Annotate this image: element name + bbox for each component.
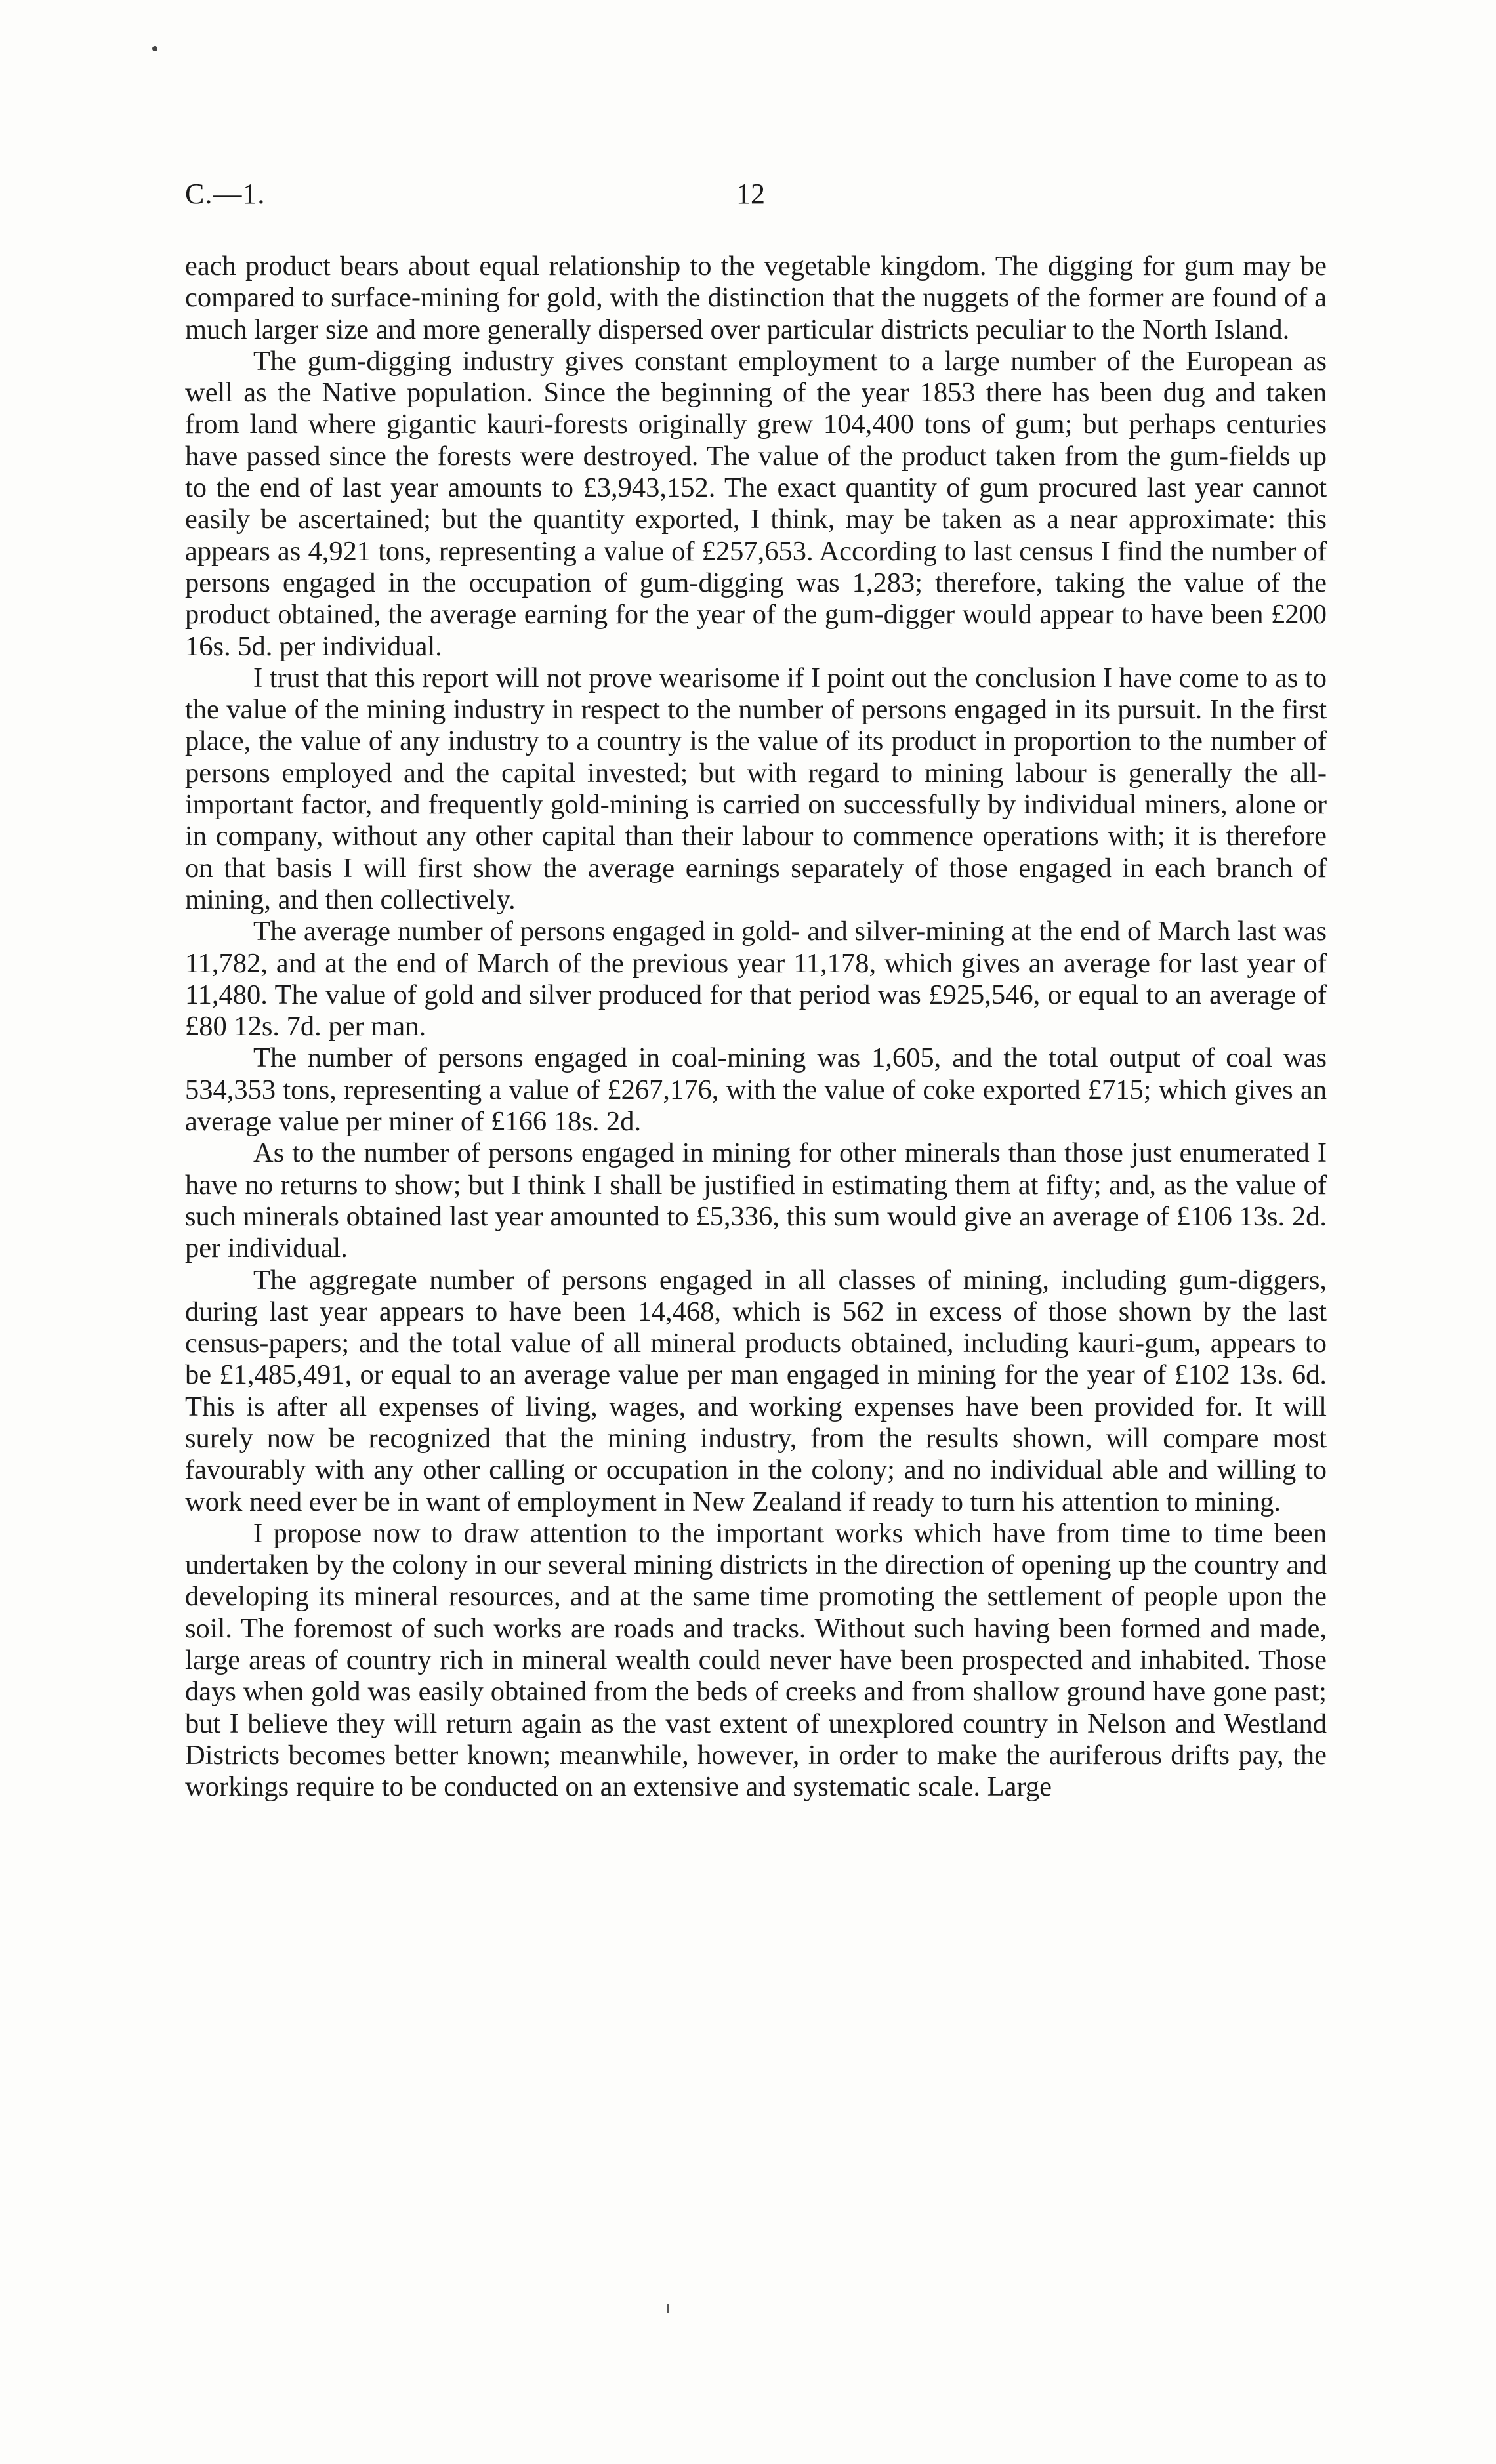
paragraph-aggregate: The aggregate number of persons engaged in all classes of mining, including gum-diggers, during last year appears to have been 14,468, which is 562 in excess of those shown by the last census-papers; and the total value of all mineral products obtained, including kauri-gum, appears to be £1,485,491, or equal to an average value per man engaged in mining for the year of £102 13s. 6d. This is after all expenses of living, wages, and working expenses have been provided for. It will surely now be recognized that the mining industry, from the results shown, will compare most favourably with any other calling or occupation in the colony; and no individual able and willing to work need ever be in want of employment in New Zealand if ready to turn his attention to mining. <box>185 1264 1327 1517</box>
page-header <box>185 177 1327 223</box>
page-number: 12 <box>736 178 765 210</box>
paragraph-coal-mining: The number of persons engaged in coal-mining was 1,605, and the total output of coal was 534,353 tons, representing a value of £267,176, with the value of coke exported £715; which gives an average value per miner of £166 18s. 2d. <box>185 1042 1327 1138</box>
scan-speck-mark <box>152 46 157 51</box>
paragraph-public-works: I propose now to draw attention to the important works which have from time to time been undertaken by the colony in our several mining districts in the direction of opening up the country and developing its mineral resources, and at the same time promoting the settlement of people upon the soil. The foremost of such works are roads and tracks. Without such having been formed and made, large areas of country rich in mineral wealth could never have been prospected and inhabited. Those days when gold was easily obtained from the beds of creeks and from shallow ground have gone past; but I believe they will return again as the vast extent of unexplored country in Nelson and Westland Districts becomes better known; meanwhile, however, in order to make the auriferous drifts pay, the workings require to be conducted on an extensive and systematic scale. Large <box>185 1517 1327 1803</box>
paragraph-gold-silver: The average number of persons engaged in gold- and silver-mining at the end of March last was 11,782, and at the end of March of the previous year 11,178, which gives an average for last year of 11,480. The value of gold and silver produced for that period was £925,546, or equal to an average of £80 12s. 7d. per man. <box>185 916 1327 1042</box>
paragraph-mining-value: I trust that this report will not prove wearisome if I point out the conclusion I have come to as to the value of the mining industry in respect to the number of persons engaged in its pursuit. In the first place, the value of any industry to a country is the value of its product in proportion to the number of persons employed and the capital invested; but with regard to mining labour is generally the all-important factor, and frequently gold-mining is carried on successfully by individual miners, alone or in company, without any other capital than their labour to commence operations with; it is therefore on that basis I will first show the average earnings separately of those engaged in each branch of mining, and then collectively. <box>185 662 1327 915</box>
body-text <box>185 251 1327 1803</box>
paragraph-other-minerals: As to the number of persons engaged in mining for other minerals than those just enumerated I have no returns to show; but I think I shall be justified in estimating them at fifty; and, as the value of such minerals obtained last year amounted to £5,336, this sum would give an average of £106 13s. 2d. per individual. <box>185 1138 1327 1264</box>
document-reference: C.—1. <box>185 178 266 210</box>
scan-tick-mark <box>667 2304 669 2313</box>
paragraph-gum-digging: The gum-digging industry gives constant employment to a large number of the European as well as the Native population. Since the beginning of the year 1853 there has been dug and taken from land where gigantic kauri-forests originally grew 104,400 tons of gum; but perhaps centuries have passed since the forests were destroyed. The value of the product taken from the gum-fields up to the end of last year amounts to £3,943,152. The exact quantity of gum procured last year cannot easily be ascertained; but the quantity exported, I think, may be taken as a near approximate: this appears as 4,921 tons, representing a value of £257,653. According to last census I find the number of persons engaged in the occupation of gum-digging was 1,283; therefore, taking the value of the product obtained, the average earning for the year of the gum-digger would appear to have been £200 16s. 5d. per individual. <box>185 345 1327 662</box>
paragraph-continuation: each product bears about equal relationship to the vegetable kingdom. The digging for gum may be compared to surface-mining for gold, with the distinction that the nuggets of the former are found of a much larger size and more generally dispersed over particular districts peculiar to the North Island. <box>185 251 1327 345</box>
